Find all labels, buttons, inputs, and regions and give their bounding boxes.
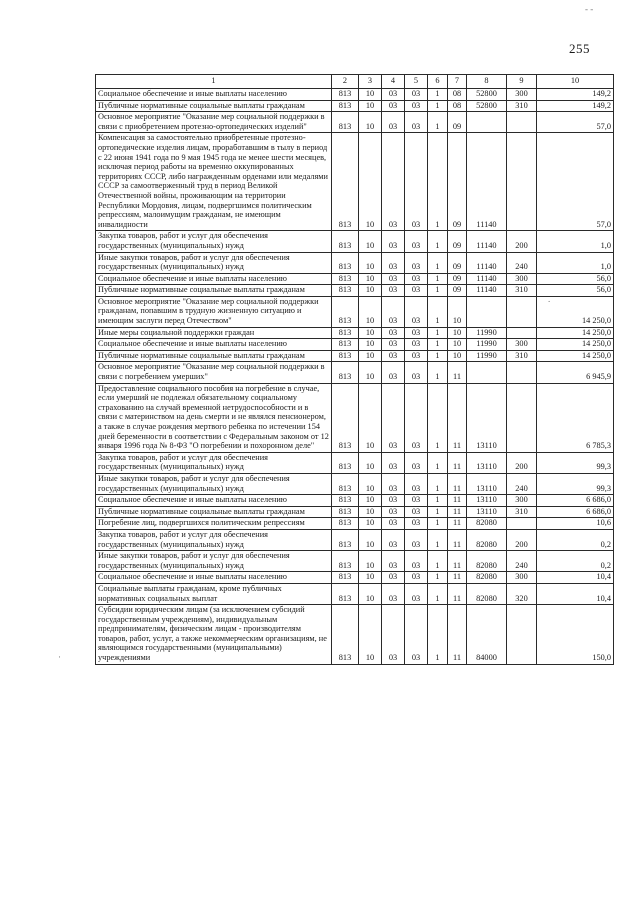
code-subprogram-cell: 1 <box>428 583 448 604</box>
item-name-cell: Компенсация за самостоятельно приобретенные протезно-ортопедические изделия лицам, проработавшим в тылу в период с 22 июня 1941 года по 9 мая 1945 года не менее шести месяцев, исключая период работы на временно оккупированных территориях СССР, либо награжденным орденами или медалями СССР за самоотверженный труд в период Великой Отечественной войны, проживающим на территории Республики Мордовия, лицам, подвергшимся политическим репрессиям, малоимущим гражданам, не имеющим инвалидности <box>96 133 332 231</box>
code-section-cell: 10 <box>359 362 382 383</box>
code-subsection-cell: 03 <box>382 529 405 550</box>
code-ministry-cell: 813 <box>332 473 359 494</box>
code-subsection-cell: 03 <box>382 583 405 604</box>
code-activity-cell: 11 <box>448 529 467 550</box>
code-expense-type-cell: 310 <box>507 285 537 297</box>
table-row <box>96 273 614 285</box>
code-section-cell: 10 <box>359 572 382 584</box>
code-subprogram-cell: 1 <box>428 452 448 473</box>
item-name-cell: Социальное обеспечение и иные выплаты населению <box>96 495 332 507</box>
code-ministry-cell: 813 <box>332 273 359 285</box>
item-name-cell: Иные меры социальной поддержки граждан <box>96 327 332 339</box>
code-subprogram-cell: 1 <box>428 296 448 327</box>
code-subsection-cell: 03 <box>382 518 405 530</box>
table-row <box>96 473 614 494</box>
table-row <box>96 605 614 665</box>
code-direction-cell: 11140 <box>467 273 507 285</box>
budget-table <box>95 74 614 665</box>
item-name-cell: Публичные нормативные социальные выплаты гражданам <box>96 285 332 297</box>
code-ministry-cell: 813 <box>332 529 359 550</box>
code-expense-type-cell: 310 <box>507 100 537 112</box>
code-expense-type-cell: 200 <box>507 231 537 252</box>
code-subprogram-cell: 1 <box>428 362 448 383</box>
code-ministry-cell: 813 <box>332 89 359 101</box>
item-name-cell: Публичные нормативные социальные выплаты гражданам <box>96 100 332 112</box>
table-row <box>96 133 614 231</box>
code-activity-cell: 11 <box>448 362 467 383</box>
amount-cell: 0,2 <box>537 551 614 572</box>
code-activity-cell: 10 <box>448 327 467 339</box>
amount-cell: 10,6 <box>537 518 614 530</box>
code-program-cell: 03 <box>405 551 428 572</box>
code-activity-cell: 11 <box>448 383 467 452</box>
code-section-cell: 10 <box>359 231 382 252</box>
code-program-cell: 03 <box>405 506 428 518</box>
amount-cell: 6 686,0 <box>537 506 614 518</box>
code-activity-cell: 11 <box>448 452 467 473</box>
code-ministry-cell: 813 <box>332 518 359 530</box>
code-program-cell: 03 <box>405 529 428 550</box>
code-section-cell: 10 <box>359 350 382 362</box>
code-expense-type-cell <box>507 296 537 327</box>
item-name-cell: Социальное обеспечение и иные выплаты населению <box>96 572 332 584</box>
code-subprogram-cell: 1 <box>428 112 448 133</box>
code-activity-cell: 09 <box>448 133 467 231</box>
code-program-cell: 03 <box>405 100 428 112</box>
code-section-cell: 10 <box>359 583 382 604</box>
code-ministry-cell: 813 <box>332 327 359 339</box>
code-expense-type-cell: 300 <box>507 273 537 285</box>
code-ministry-cell: 813 <box>332 383 359 452</box>
code-activity-cell: 10 <box>448 339 467 351</box>
table-row <box>96 529 614 550</box>
margin-mark-right: . <box>548 294 551 304</box>
code-subprogram-cell: 1 <box>428 339 448 351</box>
code-expense-type-cell: 320 <box>507 583 537 604</box>
code-ministry-cell: 813 <box>332 572 359 584</box>
page-number: 255 <box>569 41 590 56</box>
code-direction-cell: 52800 <box>467 89 507 101</box>
code-ministry-cell: 813 <box>332 452 359 473</box>
code-expense-type-cell: 310 <box>507 506 537 518</box>
code-ministry-cell: 813 <box>332 296 359 327</box>
code-activity-cell: 11 <box>448 473 467 494</box>
code-program-cell: 03 <box>405 296 428 327</box>
code-section-cell: 10 <box>359 273 382 285</box>
code-ministry-cell: 813 <box>332 252 359 273</box>
code-expense-type-cell: 300 <box>507 572 537 584</box>
code-section-cell: 10 <box>359 605 382 665</box>
code-activity-cell: 08 <box>448 89 467 101</box>
code-direction-cell: 13110 <box>467 473 507 494</box>
code-direction-cell: 82080 <box>467 529 507 550</box>
code-expense-type-cell <box>507 605 537 665</box>
code-ministry-cell: 813 <box>332 506 359 518</box>
code-subsection-cell: 03 <box>382 285 405 297</box>
table-row <box>96 495 614 507</box>
code-subprogram-cell: 1 <box>428 89 448 101</box>
code-direction-cell: 82080 <box>467 551 507 572</box>
item-name-cell: Иные закупки товаров, работ и услуг для обеспечения государственных (муниципальных) нужд <box>96 473 332 494</box>
code-section-cell: 10 <box>359 529 382 550</box>
item-name-cell: Социальное обеспечение и иные выплаты населению <box>96 339 332 351</box>
code-subsection-cell: 03 <box>382 133 405 231</box>
table-row <box>96 89 614 101</box>
item-name-cell: Социальные выплаты гражданам, кроме публичных нормативных социальных выплат <box>96 583 332 604</box>
table-row <box>96 327 614 339</box>
code-activity-cell: 10 <box>448 296 467 327</box>
header-cell: 10 <box>537 75 614 89</box>
code-ministry-cell: 813 <box>332 605 359 665</box>
code-section-cell: 10 <box>359 327 382 339</box>
item-name-cell: Погребение лиц, подвергшихся политическим репрессиям <box>96 518 332 530</box>
amount-cell: 150,0 <box>537 605 614 665</box>
code-direction-cell: 11140 <box>467 252 507 273</box>
table-body <box>96 89 614 665</box>
code-ministry-cell: 813 <box>332 362 359 383</box>
code-subsection-cell: 03 <box>382 605 405 665</box>
code-section-cell: 10 <box>359 89 382 101</box>
amount-cell: 10,4 <box>537 583 614 604</box>
code-program-cell: 03 <box>405 473 428 494</box>
code-subprogram-cell: 1 <box>428 529 448 550</box>
code-direction-cell: 13110 <box>467 495 507 507</box>
code-subprogram-cell: 1 <box>428 252 448 273</box>
code-activity-cell: 11 <box>448 572 467 584</box>
code-subsection-cell: 03 <box>382 112 405 133</box>
code-subprogram-cell: 1 <box>428 133 448 231</box>
item-name-cell: Закупка товаров, работ и услуг для обеспечения государственных (муниципальных) нужд <box>96 529 332 550</box>
amount-cell: 14 250,0 <box>537 327 614 339</box>
amount-cell: 57,0 <box>537 133 614 231</box>
code-program-cell: 03 <box>405 89 428 101</box>
code-direction-cell: 11990 <box>467 339 507 351</box>
code-activity-cell: 11 <box>448 506 467 518</box>
code-expense-type-cell: 200 <box>507 452 537 473</box>
margin-mark-top: - - <box>585 4 594 14</box>
code-activity-cell: 11 <box>448 518 467 530</box>
code-section-cell: 10 <box>359 285 382 297</box>
code-ministry-cell: 813 <box>332 112 359 133</box>
code-program-cell: 03 <box>405 252 428 273</box>
code-direction-cell <box>467 296 507 327</box>
table-row <box>96 112 614 133</box>
code-subsection-cell: 03 <box>382 89 405 101</box>
code-section-cell: 10 <box>359 133 382 231</box>
code-subsection-cell: 03 <box>382 383 405 452</box>
code-section-cell: 10 <box>359 473 382 494</box>
table-row <box>96 551 614 572</box>
header-cell: 7 <box>448 75 467 89</box>
table-row <box>96 350 614 362</box>
code-activity-cell: 11 <box>448 551 467 572</box>
code-subsection-cell: 03 <box>382 452 405 473</box>
code-direction-cell: 11140 <box>467 231 507 252</box>
item-name-cell: Публичные нормативные социальные выплаты гражданам <box>96 506 332 518</box>
header-cell: 9 <box>507 75 537 89</box>
amount-cell: 1,0 <box>537 252 614 273</box>
code-program-cell: 03 <box>405 231 428 252</box>
code-ministry-cell: 813 <box>332 350 359 362</box>
table-row <box>96 506 614 518</box>
code-subsection-cell: 03 <box>382 252 405 273</box>
code-direction-cell <box>467 362 507 383</box>
header-cell: 1 <box>96 75 332 89</box>
code-program-cell: 03 <box>405 339 428 351</box>
item-name-cell: Иные закупки товаров, работ и услуг для обеспечения государственных (муниципальных) нужд <box>96 252 332 273</box>
code-section-cell: 10 <box>359 339 382 351</box>
code-expense-type-cell: 240 <box>507 551 537 572</box>
amount-cell: 1,0 <box>537 231 614 252</box>
code-subsection-cell: 03 <box>382 231 405 252</box>
code-subsection-cell: 03 <box>382 100 405 112</box>
code-program-cell: 03 <box>405 583 428 604</box>
code-activity-cell: 11 <box>448 495 467 507</box>
margin-mark-left: · <box>58 652 61 662</box>
code-activity-cell: 09 <box>448 252 467 273</box>
amount-cell: 99,3 <box>537 473 614 494</box>
amount-cell: 6 686,0 <box>537 495 614 507</box>
code-expense-type-cell: 300 <box>507 495 537 507</box>
code-expense-type-cell <box>507 112 537 133</box>
item-name-cell: Социальное обеспечение и иные выплаты населению <box>96 89 332 101</box>
code-expense-type-cell: 200 <box>507 529 537 550</box>
code-direction-cell: 11990 <box>467 327 507 339</box>
amount-cell: 6 785,3 <box>537 383 614 452</box>
code-expense-type-cell <box>507 133 537 231</box>
code-program-cell: 03 <box>405 327 428 339</box>
amount-cell: 56,0 <box>537 285 614 297</box>
amount-cell: 6 945,9 <box>537 362 614 383</box>
code-subprogram-cell: 1 <box>428 518 448 530</box>
code-direction-cell: 82080 <box>467 518 507 530</box>
table-row <box>96 339 614 351</box>
code-ministry-cell: 813 <box>332 339 359 351</box>
code-program-cell: 03 <box>405 133 428 231</box>
code-program-cell: 03 <box>405 112 428 133</box>
code-direction-cell: 11140 <box>467 285 507 297</box>
code-direction-cell: 84000 <box>467 605 507 665</box>
code-activity-cell: 11 <box>448 583 467 604</box>
code-program-cell: 03 <box>405 362 428 383</box>
code-program-cell: 03 <box>405 350 428 362</box>
code-expense-type-cell: 310 <box>507 350 537 362</box>
code-activity-cell: 09 <box>448 285 467 297</box>
code-direction-cell: 82080 <box>467 583 507 604</box>
code-subprogram-cell: 1 <box>428 231 448 252</box>
item-name-cell: Социальное обеспечение и иные выплаты населению <box>96 273 332 285</box>
code-program-cell: 03 <box>405 383 428 452</box>
code-subsection-cell: 03 <box>382 572 405 584</box>
code-subprogram-cell: 1 <box>428 285 448 297</box>
code-section-cell: 10 <box>359 112 382 133</box>
code-program-cell: 03 <box>405 285 428 297</box>
amount-cell: 0,2 <box>537 529 614 550</box>
code-activity-cell: 08 <box>448 100 467 112</box>
code-activity-cell: 09 <box>448 273 467 285</box>
code-expense-type-cell: 240 <box>507 473 537 494</box>
item-name-cell: Основное мероприятие "Оказание мер социальной поддержки в связи с погребением умерших" <box>96 362 332 383</box>
code-subsection-cell: 03 <box>382 296 405 327</box>
table-row <box>96 252 614 273</box>
table-row <box>96 285 614 297</box>
code-subsection-cell: 03 <box>382 362 405 383</box>
item-name-cell: Закупка товаров, работ и услуг для обеспечения государственных (муниципальных) нужд <box>96 231 332 252</box>
code-subprogram-cell: 1 <box>428 350 448 362</box>
header-cell: 4 <box>382 75 405 89</box>
code-expense-type-cell: 240 <box>507 252 537 273</box>
item-name-cell: Публичные нормативные социальные выплаты гражданам <box>96 350 332 362</box>
item-name-cell: Основное мероприятие "Оказание мер социальной поддержки в связи с приобретением протезно-ортопедических изделий" <box>96 112 332 133</box>
code-direction-cell: 11140 <box>467 133 507 231</box>
code-program-cell: 03 <box>405 452 428 473</box>
table-row <box>96 583 614 604</box>
code-subprogram-cell: 1 <box>428 551 448 572</box>
code-subsection-cell: 03 <box>382 273 405 285</box>
code-direction-cell: 13110 <box>467 452 507 473</box>
table-row <box>96 100 614 112</box>
code-expense-type-cell <box>507 327 537 339</box>
code-subprogram-cell: 1 <box>428 572 448 584</box>
code-expense-type-cell: 300 <box>507 339 537 351</box>
code-activity-cell: 09 <box>448 231 467 252</box>
code-section-cell: 10 <box>359 551 382 572</box>
table-row <box>96 572 614 584</box>
code-ministry-cell: 813 <box>332 100 359 112</box>
code-program-cell: 03 <box>405 495 428 507</box>
table-row <box>96 362 614 383</box>
amount-cell: 57,0 <box>537 112 614 133</box>
code-expense-type-cell: 300 <box>507 89 537 101</box>
code-activity-cell: 11 <box>448 605 467 665</box>
table-row <box>96 452 614 473</box>
amount-cell: 56,0 <box>537 273 614 285</box>
code-section-cell: 10 <box>359 452 382 473</box>
header-cell: 6 <box>428 75 448 89</box>
code-ministry-cell: 813 <box>332 133 359 231</box>
amount-cell: 149,2 <box>537 100 614 112</box>
code-subprogram-cell: 1 <box>428 273 448 285</box>
header-cell: 3 <box>359 75 382 89</box>
code-program-cell: 03 <box>405 518 428 530</box>
code-subprogram-cell: 1 <box>428 495 448 507</box>
amount-cell: 14 250,0 <box>537 296 614 327</box>
code-subprogram-cell: 1 <box>428 506 448 518</box>
code-direction-cell: 13110 <box>467 506 507 518</box>
header-cell: 5 <box>405 75 428 89</box>
amount-cell: 14 250,0 <box>537 350 614 362</box>
code-subsection-cell: 03 <box>382 350 405 362</box>
code-expense-type-cell <box>507 383 537 452</box>
code-subprogram-cell: 1 <box>428 327 448 339</box>
code-program-cell: 03 <box>405 572 428 584</box>
code-expense-type-cell <box>507 362 537 383</box>
code-subsection-cell: 03 <box>382 339 405 351</box>
code-activity-cell: 10 <box>448 350 467 362</box>
table-row <box>96 231 614 252</box>
code-ministry-cell: 813 <box>332 285 359 297</box>
code-expense-type-cell <box>507 518 537 530</box>
table-row <box>96 518 614 530</box>
item-name-cell: Субсидии юридическим лицам (за исключением субсидий государственным учреждениям), индивидуальным предпринимателям, физическим лицам - производителям товаров, работ, услуг, а также некоммерческим организациям, не являющимся государственными (муниципальными) учреждениями <box>96 605 332 665</box>
header-cell: 2 <box>332 75 359 89</box>
code-subsection-cell: 03 <box>382 327 405 339</box>
code-activity-cell: 09 <box>448 112 467 133</box>
code-subprogram-cell: 1 <box>428 100 448 112</box>
code-direction-cell: 13110 <box>467 383 507 452</box>
code-direction-cell: 82080 <box>467 572 507 584</box>
code-ministry-cell: 813 <box>332 495 359 507</box>
code-direction-cell <box>467 112 507 133</box>
header-row <box>96 75 614 89</box>
code-subprogram-cell: 1 <box>428 383 448 452</box>
code-subprogram-cell: 1 <box>428 605 448 665</box>
item-name-cell: Закупка товаров, работ и услуг для обеспечения государственных (муниципальных) нужд <box>96 452 332 473</box>
code-subsection-cell: 03 <box>382 551 405 572</box>
code-section-cell: 10 <box>359 100 382 112</box>
amount-cell: 10,4 <box>537 572 614 584</box>
code-subsection-cell: 03 <box>382 473 405 494</box>
amount-cell: 149,2 <box>537 89 614 101</box>
code-section-cell: 10 <box>359 383 382 452</box>
code-subsection-cell: 03 <box>382 495 405 507</box>
code-section-cell: 10 <box>359 252 382 273</box>
code-ministry-cell: 813 <box>332 551 359 572</box>
code-section-cell: 10 <box>359 518 382 530</box>
item-name-cell: Основное мероприятие "Оказание мер социальной поддержки гражданам, попавшим в трудную жизненную ситуацию и имеющим заслуги перед Отечеством" <box>96 296 332 327</box>
table-row <box>96 296 614 327</box>
item-name-cell: Предоставление социального пособия на погребение в случае, если умерший не подлежал обязательному социальному страхованию на случай временной нетрудоспособности и в связи с материнством на день смерти и не являлся пенсионером, а также в случае рождения мертвого ребенка по истечении 154 дней беременности в соответствии с Федеральным законом от 12 января 1996 года № 8-ФЗ "О погребении и похоронном деле" <box>96 383 332 452</box>
header-cell: 8 <box>467 75 507 89</box>
code-direction-cell: 52800 <box>467 100 507 112</box>
code-subprogram-cell: 1 <box>428 473 448 494</box>
code-direction-cell: 11990 <box>467 350 507 362</box>
table-row <box>96 383 614 452</box>
code-section-cell: 10 <box>359 495 382 507</box>
code-section-cell: 10 <box>359 296 382 327</box>
code-subsection-cell: 03 <box>382 506 405 518</box>
amount-cell: 99,3 <box>537 452 614 473</box>
code-ministry-cell: 813 <box>332 231 359 252</box>
code-section-cell: 10 <box>359 506 382 518</box>
code-program-cell: 03 <box>405 605 428 665</box>
amount-cell: 14 250,0 <box>537 339 614 351</box>
code-ministry-cell: 813 <box>332 583 359 604</box>
code-program-cell: 03 <box>405 273 428 285</box>
item-name-cell: Иные закупки товаров, работ и услуг для обеспечения государственных (муниципальных) нужд <box>96 551 332 572</box>
